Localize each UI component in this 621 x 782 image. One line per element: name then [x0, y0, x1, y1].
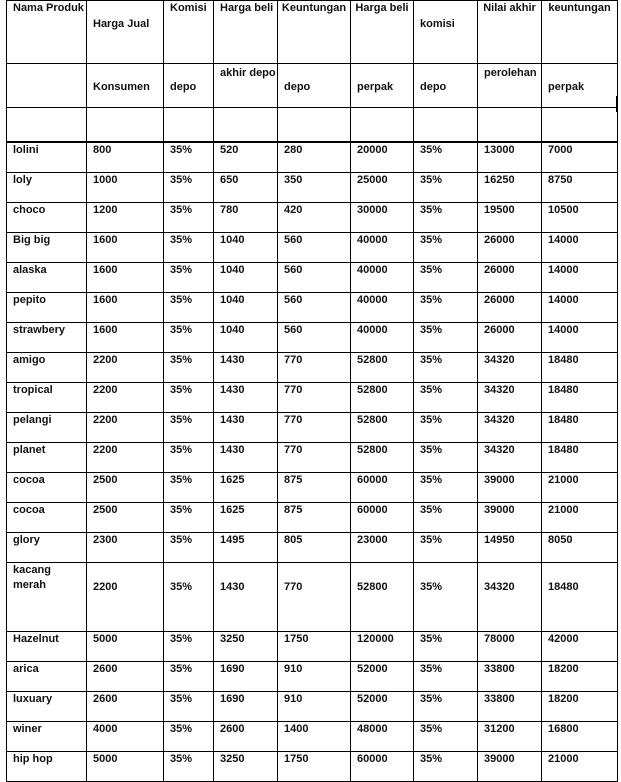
value-cell: 34320: [478, 413, 542, 443]
value-cell: 3250: [214, 632, 278, 662]
value-cell: 14950: [478, 533, 542, 563]
table-row: [7, 692, 618, 722]
value-cell: 1600: [87, 293, 164, 323]
value-cell: 560: [278, 323, 351, 353]
product-name-cell: luxuary: [7, 692, 87, 722]
value-cell: 1040: [214, 293, 278, 323]
header-cell: [542, 64, 618, 108]
header-row-1: [7, 1, 618, 64]
blank-cell: [414, 108, 478, 143]
product-name-cell: choco: [7, 203, 87, 233]
value-cell: 3250: [214, 752, 278, 782]
value-cell: 1625: [214, 503, 278, 533]
table-row: [7, 443, 618, 473]
product-name-cell: pepito: [7, 293, 87, 323]
value-cell: 39000: [478, 752, 542, 782]
value-cell: 1600: [87, 233, 164, 263]
value-cell: 1200: [87, 203, 164, 233]
value-cell: 650: [214, 173, 278, 203]
value-cell: 35%: [164, 413, 214, 443]
value-cell: 25000: [351, 173, 414, 203]
table-row: [7, 353, 618, 383]
header-cell: Nilai akhir: [478, 1, 542, 64]
value-cell: 1625: [214, 473, 278, 503]
value-cell: 35%: [414, 662, 478, 692]
value-cell: 7000: [542, 142, 618, 173]
value-cell: 33800: [478, 692, 542, 722]
table-row: [7, 173, 618, 203]
value-cell: 35%: [414, 413, 478, 443]
value-cell: 4000: [87, 722, 164, 752]
product-name-cell: winer: [7, 722, 87, 752]
table-row: [7, 533, 618, 563]
header-row-blank: [7, 108, 618, 143]
value-cell: 35%: [164, 293, 214, 323]
value-cell: 2500: [87, 473, 164, 503]
value-cell: 21000: [542, 503, 618, 533]
product-name-cell: tropical: [7, 383, 87, 413]
header-sub: perolehan: [484, 67, 537, 79]
value-cell: 52800: [351, 383, 414, 413]
value-cell: 35%: [164, 632, 214, 662]
value-cell: 35%: [164, 473, 214, 503]
header-cell: Nama Produk: [7, 1, 87, 64]
value-cell: 35%: [414, 173, 478, 203]
value-cell: 35%: [164, 563, 214, 632]
value-cell: 35%: [414, 142, 478, 173]
value-cell: 780: [214, 203, 278, 233]
product-name-cell: lolini: [7, 142, 87, 173]
value-cell: 18480: [542, 443, 618, 473]
value-cell: 35%: [414, 752, 478, 782]
product-name-cell: loly: [7, 173, 87, 203]
value-cell: 18480: [542, 413, 618, 443]
value-cell: 39000: [478, 503, 542, 533]
value-cell: 120000: [351, 632, 414, 662]
value-cell: 35%: [164, 323, 214, 353]
value-cell: 52800: [351, 353, 414, 383]
header-cell: [278, 64, 351, 108]
product-table: [6, 0, 618, 782]
value-cell: 52000: [351, 692, 414, 722]
table-edge-mark: [616, 96, 618, 112]
value-cell: 18200: [542, 662, 618, 692]
value-cell: 1600: [87, 263, 164, 293]
value-cell: 1600: [87, 323, 164, 353]
product-name-cell: planet: [7, 443, 87, 473]
value-cell: 875: [278, 503, 351, 533]
value-cell: 35%: [164, 383, 214, 413]
value-cell: 1040: [214, 263, 278, 293]
value-cell: 26000: [478, 293, 542, 323]
value-cell: 560: [278, 263, 351, 293]
header-sub: depo: [284, 81, 311, 93]
value-cell: 280: [278, 142, 351, 173]
value-cell: 35%: [414, 353, 478, 383]
value-cell: 35%: [414, 443, 478, 473]
value-cell: 1430: [214, 413, 278, 443]
table-row: [7, 142, 618, 173]
value-cell: 40000: [351, 233, 414, 263]
table-row: [7, 752, 618, 782]
value-cell: 16250: [478, 173, 542, 203]
product-name-cell: cocoa: [7, 503, 87, 533]
value-cell: 60000: [351, 503, 414, 533]
header-cell: Komisi: [164, 1, 214, 64]
product-name-cell: arica: [7, 662, 87, 692]
value-cell: 1400: [278, 722, 351, 752]
value-cell: 8750: [542, 173, 618, 203]
product-name-cell: glory: [7, 533, 87, 563]
value-cell: 1040: [214, 323, 278, 353]
value-cell: 30000: [351, 203, 414, 233]
value-cell: 2200: [87, 563, 164, 632]
value-cell: 2600: [87, 692, 164, 722]
value-cell: 35%: [164, 353, 214, 383]
header-cell: keuntungan: [542, 1, 618, 64]
value-cell: 35%: [414, 692, 478, 722]
value-cell: 14000: [542, 293, 618, 323]
header-cell: [214, 64, 278, 108]
header-cell: Harga beli: [351, 1, 414, 64]
blank-cell: [164, 108, 214, 143]
value-cell: 35%: [414, 473, 478, 503]
value-cell: 18480: [542, 563, 618, 632]
value-cell: 2200: [87, 413, 164, 443]
header-cell: komisi: [414, 1, 478, 64]
value-cell: 35%: [164, 173, 214, 203]
value-cell: 2200: [87, 383, 164, 413]
header-sub: Konsumen: [93, 81, 150, 93]
table-row: [7, 293, 618, 323]
table-row: [7, 203, 618, 233]
table-row: [7, 323, 618, 353]
value-cell: 2200: [87, 353, 164, 383]
value-cell: 14000: [542, 323, 618, 353]
value-cell: 19500: [478, 203, 542, 233]
header-row-2: [7, 64, 618, 108]
value-cell: 52000: [351, 662, 414, 692]
value-cell: 2300: [87, 533, 164, 563]
value-cell: 16800: [542, 722, 618, 752]
table-row: [7, 413, 618, 443]
value-cell: 18200: [542, 692, 618, 722]
value-cell: 1430: [214, 353, 278, 383]
value-cell: 35%: [164, 233, 214, 263]
value-cell: 770: [278, 443, 351, 473]
blank-cell: [478, 108, 542, 143]
value-cell: 35%: [164, 503, 214, 533]
value-cell: 1430: [214, 563, 278, 632]
value-cell: 8050: [542, 533, 618, 563]
value-cell: 35%: [164, 203, 214, 233]
value-cell: 1430: [214, 443, 278, 473]
table-row: [7, 383, 618, 413]
value-cell: 2500: [87, 503, 164, 533]
value-cell: 52800: [351, 413, 414, 443]
value-cell: 35%: [164, 722, 214, 752]
value-cell: 26000: [478, 263, 542, 293]
value-cell: 35%: [414, 293, 478, 323]
value-cell: 18480: [542, 383, 618, 413]
table-row: [7, 473, 618, 503]
header-cell: [164, 64, 214, 108]
blank-cell: [542, 108, 618, 143]
value-cell: 33800: [478, 662, 542, 692]
value-cell: 1495: [214, 533, 278, 563]
blank-cell: [351, 108, 414, 143]
value-cell: 5000: [87, 632, 164, 662]
header-sub: akhir depo: [220, 67, 276, 79]
value-cell: 31200: [478, 722, 542, 752]
product-name-cell: strawbery: [7, 323, 87, 353]
header-sub: depo: [420, 81, 447, 93]
value-cell: 35%: [414, 563, 478, 632]
value-cell: 35%: [164, 752, 214, 782]
value-cell: 805: [278, 533, 351, 563]
value-cell: 26000: [478, 323, 542, 353]
value-cell: 910: [278, 662, 351, 692]
value-cell: 560: [278, 233, 351, 263]
header-sub: depo: [170, 81, 197, 93]
header-cell: [478, 64, 542, 108]
value-cell: 34320: [478, 383, 542, 413]
value-cell: 1430: [214, 383, 278, 413]
value-cell: 52800: [351, 443, 414, 473]
table-row: [7, 632, 618, 662]
value-cell: 52800: [351, 563, 414, 632]
value-cell: 1000: [87, 173, 164, 203]
value-cell: 48000: [351, 722, 414, 752]
header-cell: Harga Jual: [87, 1, 164, 64]
value-cell: 13000: [478, 142, 542, 173]
value-cell: 770: [278, 383, 351, 413]
value-cell: 18480: [542, 353, 618, 383]
value-cell: 78000: [478, 632, 542, 662]
value-cell: 770: [278, 353, 351, 383]
product-name-cell: alaska: [7, 263, 87, 293]
product-name-cell: kacang merah: [7, 563, 87, 632]
value-cell: 2200: [87, 443, 164, 473]
value-cell: 910: [278, 692, 351, 722]
value-cell: 770: [278, 563, 351, 632]
value-cell: 14000: [542, 263, 618, 293]
value-cell: 1690: [214, 662, 278, 692]
header-cell: [87, 64, 164, 108]
header-cell: Keuntungan: [278, 1, 351, 64]
value-cell: 520: [214, 142, 278, 173]
value-cell: 2600: [87, 662, 164, 692]
blank-cell: [214, 108, 278, 143]
table-row: [7, 503, 618, 533]
value-cell: 10500: [542, 203, 618, 233]
value-cell: 350: [278, 173, 351, 203]
table-row: [7, 662, 618, 692]
value-cell: 35%: [414, 632, 478, 662]
value-cell: 5000: [87, 752, 164, 782]
product-name-cell: hip hop: [7, 752, 87, 782]
header-cell: Harga beli: [214, 1, 278, 64]
product-name-cell: cocoa: [7, 473, 87, 503]
value-cell: 2600: [214, 722, 278, 752]
blank-cell: [278, 108, 351, 143]
value-cell: 560: [278, 293, 351, 323]
value-cell: 40000: [351, 293, 414, 323]
header-sub: perpak: [548, 81, 585, 93]
value-cell: 420: [278, 203, 351, 233]
table-row: [7, 722, 618, 752]
header-cell: [7, 64, 87, 108]
value-cell: 35%: [414, 722, 478, 752]
table-row: [7, 563, 618, 632]
value-cell: 1040: [214, 233, 278, 263]
value-cell: 35%: [164, 263, 214, 293]
value-cell: 35%: [164, 443, 214, 473]
value-cell: 35%: [164, 533, 214, 563]
value-cell: 39000: [478, 473, 542, 503]
header-sub: perpak: [357, 81, 394, 93]
value-cell: 35%: [414, 233, 478, 263]
value-cell: 21000: [542, 752, 618, 782]
product-name-cell: Big big: [7, 233, 87, 263]
value-cell: 20000: [351, 142, 414, 173]
value-cell: 800: [87, 142, 164, 173]
value-cell: 34320: [478, 563, 542, 632]
value-cell: 1690: [214, 692, 278, 722]
header-cell: [414, 64, 478, 108]
value-cell: 40000: [351, 323, 414, 353]
value-cell: 35%: [414, 503, 478, 533]
value-cell: 35%: [414, 533, 478, 563]
value-cell: 35%: [164, 692, 214, 722]
product-name-cell: Hazelnut: [7, 632, 87, 662]
value-cell: 35%: [414, 323, 478, 353]
value-cell: 42000: [542, 632, 618, 662]
table-row: [7, 263, 618, 293]
value-cell: 40000: [351, 263, 414, 293]
value-cell: 34320: [478, 353, 542, 383]
value-cell: 21000: [542, 473, 618, 503]
product-name-cell: amigo: [7, 353, 87, 383]
value-cell: 875: [278, 473, 351, 503]
value-cell: 1750: [278, 752, 351, 782]
table-row: [7, 233, 618, 263]
value-cell: 26000: [478, 233, 542, 263]
product-name-cell: pelangi: [7, 413, 87, 443]
value-cell: 60000: [351, 473, 414, 503]
value-cell: 23000: [351, 533, 414, 563]
value-cell: 35%: [164, 142, 214, 173]
value-cell: 35%: [414, 383, 478, 413]
header-cell: [351, 64, 414, 108]
value-cell: 35%: [414, 203, 478, 233]
blank-cell: [87, 108, 164, 143]
value-cell: 34320: [478, 443, 542, 473]
value-cell: 35%: [414, 263, 478, 293]
value-cell: 1750: [278, 632, 351, 662]
value-cell: 14000: [542, 233, 618, 263]
blank-cell: [7, 108, 87, 143]
value-cell: 770: [278, 413, 351, 443]
value-cell: 35%: [164, 662, 214, 692]
value-cell: 60000: [351, 752, 414, 782]
